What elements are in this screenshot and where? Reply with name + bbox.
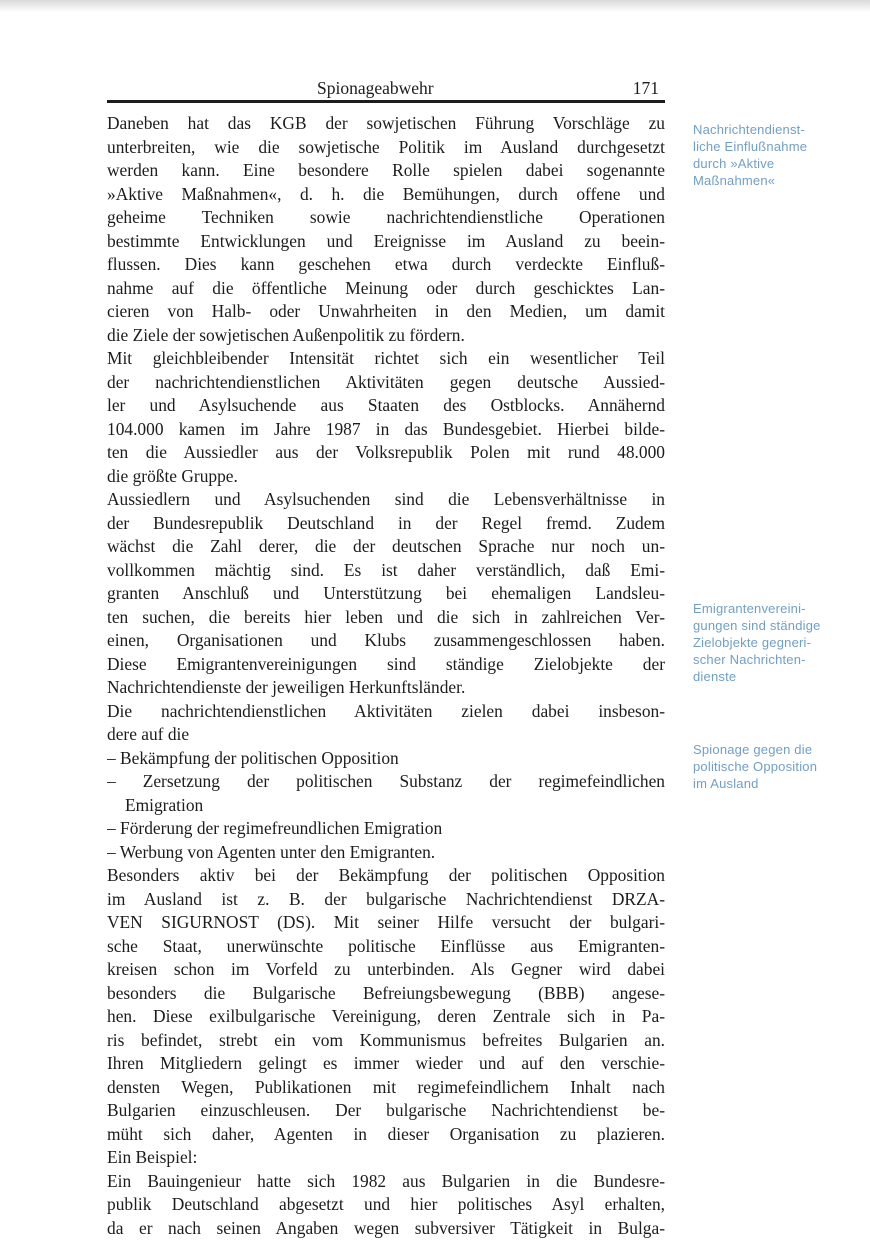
text-line: Ihren Mitgliedern gelingt es immer wieder und auf den verschie- [107,1053,665,1073]
margin-note-line: Maßnahmen« [693,173,776,188]
margin-note-line: Spionage gegen die [693,742,813,757]
text-line: Ein Beispiel: [107,1147,198,1167]
text-line: da er nach seinen Angaben wegen subversiver Tätigkeit in Bulga- [107,1217,665,1238]
text-line: ten die Aussiedler aus der Volksrepublik Polen mit rund 48.000 [107,442,665,462]
text-line: bestimmte Entwicklungen und Ereignisse im Ausland zu beein- [107,230,665,251]
text-line: densten Wegen, Publikationen mit regimefeindlichem Inhalt nach [107,1076,665,1097]
header-rule [107,100,665,103]
page-top-edge [0,0,870,12]
margin-note-line: scher Nachrichten- [693,652,806,667]
text-line: müht sich daher, Agenten in dieser Organisation zu plazieren. [107,1123,665,1144]
text-line: Besonders aktiv bei der Bekämpfung der politischen Opposition [107,865,665,885]
text-line: sche Staat, unerwünschte politische Einflüsse aus Emigranten- [107,935,665,956]
text-line: werden kann. Eine besondere Rolle spielen dabei sogenannte [107,160,665,180]
text-line: ler und Asylsuchende aus Staaten des Ostblocks. Annähernd [107,395,665,415]
text-line: ten suchen, die bereits hier leben und die sich in zahlreichen Ver- [107,606,665,627]
body-text [107,112,665,1240]
text-line: im Ausland ist z. B. der bulgarische Nachrichtendienst DRZA- [107,888,665,909]
text-line: Nachrichtendienste der jeweiligen Herkunftsländer. [107,677,466,697]
text-line: Bulgarien einzuschleusen. Der bulgarische Nachrichtendienst be- [107,1100,665,1120]
margin-note-line: politische Opposition [693,759,818,774]
text-line: 104.000 kamen im Jahre 1987 in das Bundesgebiet. Hierbei bilde- [107,418,665,439]
page-header [107,78,665,102]
list-item: – Werbung von Agenten unter den Emigranten. [107,841,436,862]
margin-note-active-measures [693,121,853,189]
margin-note-line: im Ausland [693,776,759,791]
text-line: ris befindet, strebt ein vom Kommunismus befreites Bulgarien an. [107,1029,665,1050]
running-head: Spionageabwehr [317,78,434,98]
text-line: besonders die Bulgarische Befreiungsbewegung (BBB) angese- [107,982,665,1003]
margin-note-line: Emigrantenvereini- [693,601,806,616]
text-line: granten Anschluß und Unterstützung bei ehemaligen Landsleu- [107,583,665,603]
margin-note-opposition-espionage [693,741,853,792]
text-line: kreisen schon im Vorfeld zu unterbinden. Als Gegner wird dabei [107,959,665,979]
text-line: dere auf die [107,724,190,744]
text-line: nahme auf die öffentliche Meinung oder durch geschicktes Lan- [107,277,665,298]
text-line: wächst die Zahl derer, die der deutschen Sprache nur noch un- [107,536,665,556]
text-line: »Aktive Maßnahmen«, d. h. die Bemühungen, durch offene und [107,183,665,204]
text-line: Daneben hat das KGB der sowjetischen Führung Vorschläge zu [107,113,665,133]
list-item: – Förderung der regimefreundlichen Emigration [107,818,443,838]
text-line: VEN SIGURNOST (DS). Mit seiner Hilfe versucht der bulgari- [107,912,665,932]
list-item: – Bekämpfung der politischen Opposition [107,747,399,768]
margin-note-line: Zielobjekte gegneri- [693,635,812,650]
margin-note-line: Nachrichtendienst- [693,122,805,137]
text-line: Mit gleichbleibender Intensität richtet sich ein wesentlicher Teil [107,348,665,368]
margin-note-line: dienste [693,669,737,684]
margin-note-line: durch »Aktive [693,156,775,171]
text-line: hen. Diese exilbulgarische Vereinigung, deren Zentrale sich in Pa- [107,1006,665,1026]
text-line: cieren von Halb- oder Unwahrheiten in den Medien, um damit [107,301,665,321]
list-item: – Zersetzung der politischen Substanz der regimefeindlichen [107,771,665,791]
text-line: geheime Techniken sowie nachrichtendienstliche Operationen [107,207,665,227]
text-line: der nachrichtendienstlichen Aktivitäten gegen deutsche Aussied- [107,371,665,392]
margin-note-line: gungen sind ständige [693,618,821,633]
text-line: vollkommen mächtig sind. Es ist daher verständlich, daß Emi- [107,559,665,580]
text-line: die größte Gruppe. [107,465,238,486]
text-line: einen, Organisationen und Klubs zusammengeschlossen haben. [107,630,665,650]
text-line: Diese Emigrantenvereinigungen sind ständige Zielobjekte der [107,653,665,674]
text-line: publik Deutschland abgesetzt und hier politisches Asyl erhalten, [107,1194,665,1214]
text-line: die Ziele der sowjetischen Außenpolitik zu fördern. [107,324,465,345]
margin-note-emigrant-associations [693,600,853,685]
page-number: 171 [632,78,659,98]
text-line: der Bundesrepublik Deutschland in der Regel fremd. Zudem [107,512,665,533]
text-line: Die nachrichtendienstlichen Aktivitäten zielen dabei insbeson- [107,700,665,721]
text-line: Aussiedlern und Asylsuchenden sind die Lebensverhältnisse in [107,489,665,509]
text-line: unterbreiten, wie die sowjetische Politik im Ausland durchgesetzt [107,136,665,157]
text-line: flussen. Dies kann geschehen etwa durch verdeckte Einfluß- [107,254,665,274]
list-item-continuation: Emigration [125,794,204,815]
text-line: Ein Bauingenieur hatte sich 1982 aus Bulgarien in die Bundesre- [107,1170,665,1191]
margin-note-line: liche Einflußnahme [693,139,808,154]
